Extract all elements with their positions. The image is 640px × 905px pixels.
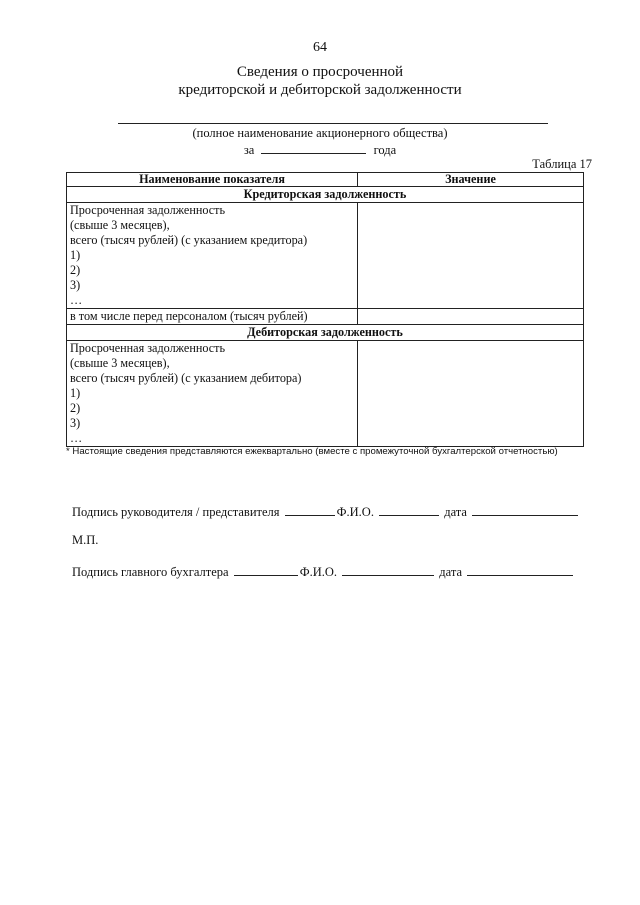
header-value: Значение xyxy=(358,173,584,187)
debtor-line: 3) xyxy=(70,416,81,430)
header-name: Наименование показателя xyxy=(67,173,358,187)
accountant-fio-label: Ф.И.О. xyxy=(299,565,337,579)
table-header-row xyxy=(67,173,584,187)
accountant-fio-blank[interactable] xyxy=(342,563,434,576)
org-name-caption: (полное наименование акционерного общества) xyxy=(192,126,448,140)
accountant-signature-line xyxy=(72,563,575,580)
period-prefix: за xyxy=(243,143,255,157)
reporting-period xyxy=(0,142,640,158)
debtor-line: Просроченная задолженность xyxy=(70,341,226,355)
creditor-line: всего (тысяч рублей) (с указанием кредитора) xyxy=(70,233,308,247)
debtor-line: всего (тысяч рублей) (с указанием дебитора) xyxy=(70,371,302,385)
debtor-line: (свыше 3 месяцев), xyxy=(70,356,170,370)
period-blank xyxy=(261,142,366,154)
debtor-line: … xyxy=(70,431,83,445)
creditor-line: Просроченная задолженность xyxy=(70,203,226,217)
head-signature-label: Подпись руководителя / представителя xyxy=(72,505,280,519)
debtor-line: 2) xyxy=(70,401,81,415)
table-number: Таблица 17 xyxy=(532,157,592,171)
section-row-creditor xyxy=(67,187,584,203)
overdue-debt-table xyxy=(66,172,584,447)
creditor-line: 3) xyxy=(70,278,81,292)
debtor-overdue-cell xyxy=(67,341,358,447)
head-fio-label: Ф.И.О. xyxy=(336,505,374,519)
head-signature-blank[interactable] xyxy=(285,503,335,516)
accountant-signature-blank[interactable] xyxy=(234,563,298,576)
creditor-value-cell[interactable] xyxy=(358,203,584,309)
footnote: * Настоящие сведения представляются ежеквартально (вместе с промежуточной бухгалтерской отчетностью) xyxy=(66,446,558,457)
section-title-debtor: Дебиторская задолженность xyxy=(67,325,584,341)
creditor-line: 2) xyxy=(70,263,81,277)
personnel-label: в том числе перед персоналом (тысяч рублей) xyxy=(67,309,358,325)
debtor-value-cell[interactable] xyxy=(358,341,584,447)
section-row-debtor xyxy=(67,325,584,341)
head-fio-blank[interactable] xyxy=(379,503,439,516)
accountant-date-blank[interactable] xyxy=(467,563,573,576)
personnel-value-cell[interactable] xyxy=(358,309,584,325)
creditor-line: (свыше 3 месяцев), xyxy=(70,218,170,232)
accountant-date-label: дата xyxy=(439,565,462,579)
section-title-creditor: Кредиторская задолженность xyxy=(67,187,584,203)
head-signature-line xyxy=(72,503,580,520)
table-row-creditor-overdue xyxy=(67,203,584,309)
table-row-debtor-overdue xyxy=(67,341,584,447)
title-line-1: Сведения о просроченной xyxy=(236,64,404,80)
creditor-line: … xyxy=(70,293,83,307)
period-suffix: года xyxy=(373,143,397,157)
creditor-line: 1) xyxy=(70,248,81,262)
page-number: 64 xyxy=(313,40,327,55)
debtor-line: 1) xyxy=(70,386,81,400)
title-line-2: кредиторской и дебиторской задолженности xyxy=(178,82,462,98)
head-date-label: дата xyxy=(444,505,467,519)
stamp-place: М.П. xyxy=(72,533,99,547)
org-name-blank xyxy=(118,123,548,124)
head-date-blank[interactable] xyxy=(472,503,578,516)
accountant-signature-label: Подпись главного бухгалтера xyxy=(72,565,229,579)
document-title xyxy=(0,63,640,99)
creditor-overdue-cell xyxy=(67,203,358,309)
table-row-personnel xyxy=(67,309,584,325)
